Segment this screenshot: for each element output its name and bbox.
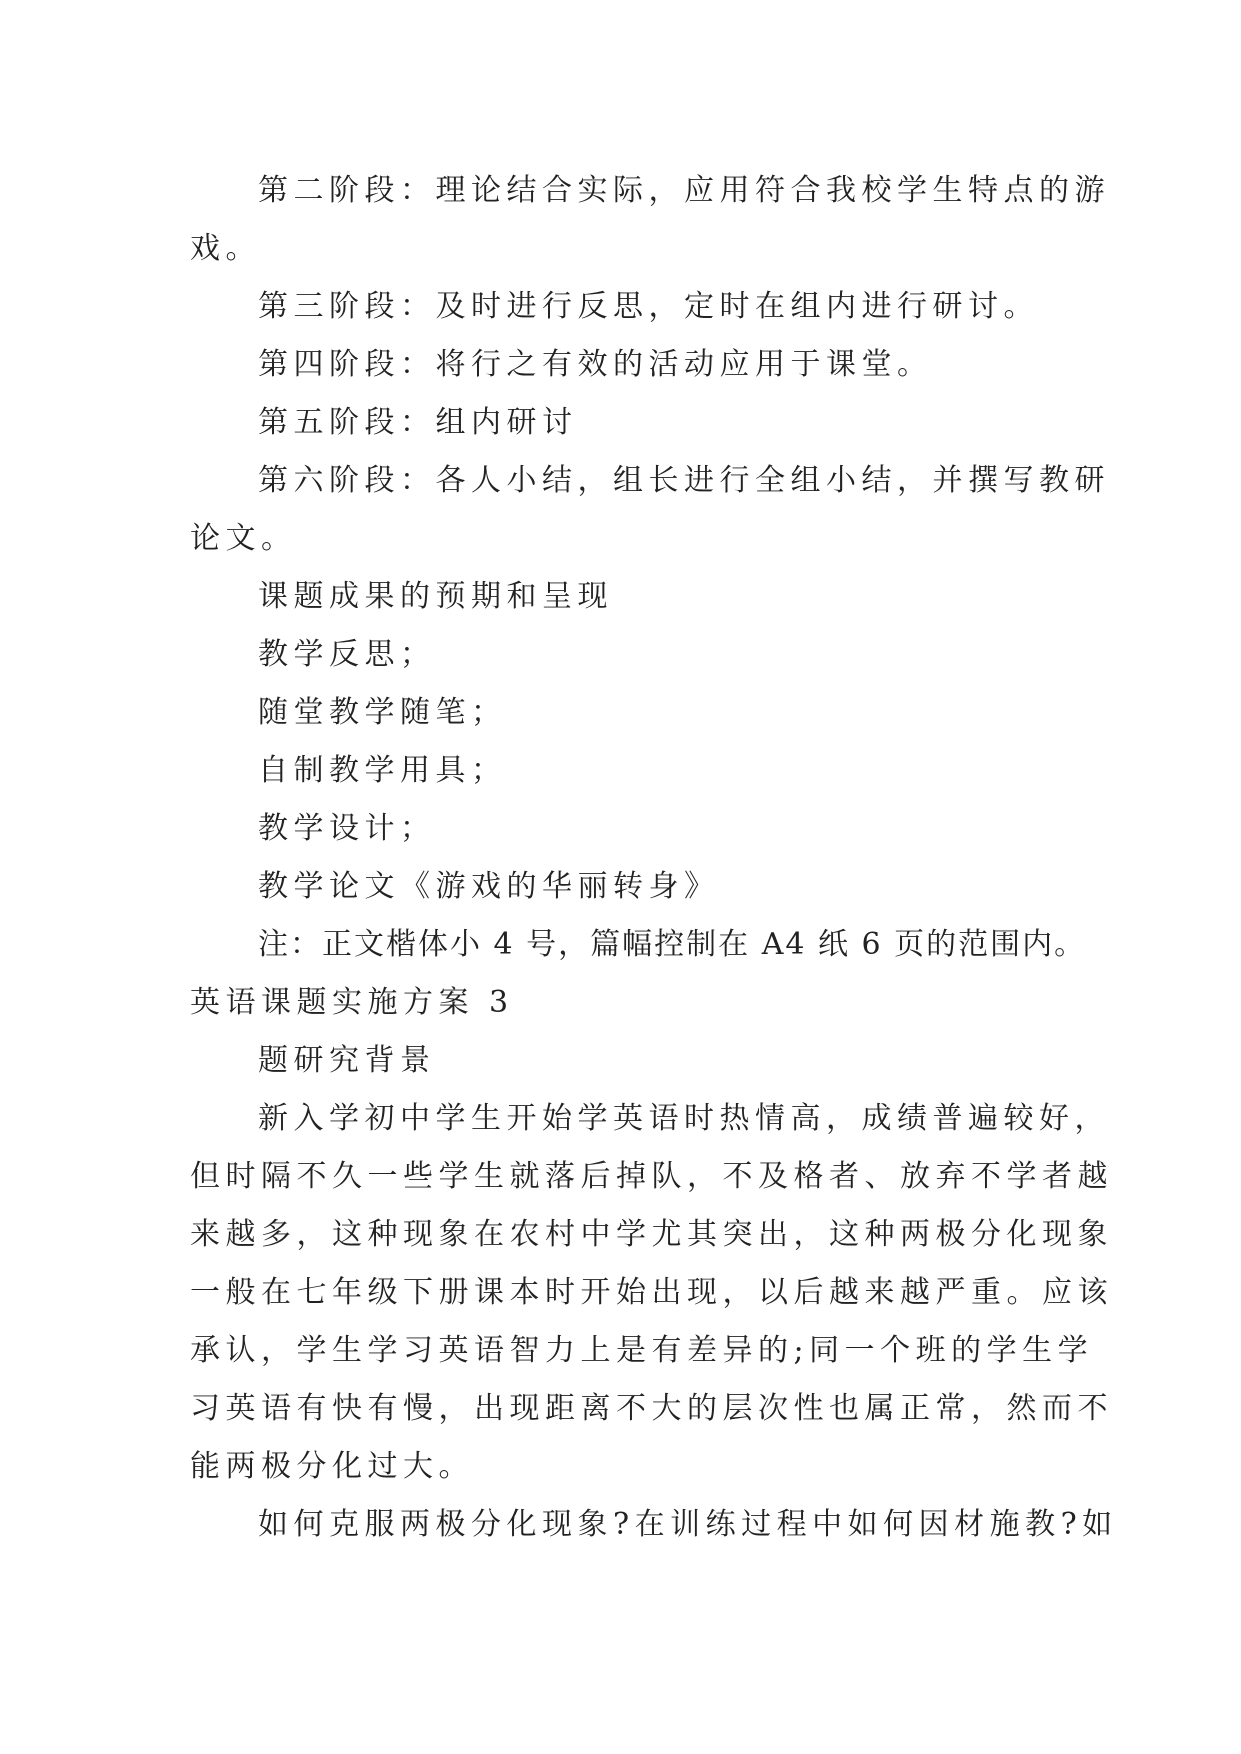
paragraph-line: 第三阶段：及时进行反思，定时在组内进行研讨。 [258,289,1039,324]
paragraph-line: 戏。 [190,231,261,266]
section-heading: 课题成果的预期和呈现 [258,579,613,614]
paragraph-line: 第六阶段：各人小结，组长进行全组小结，并撰写教研 [258,463,1110,498]
paragraph-line: 一般在七年级下册课本时开始出现，以后越来越严重。应该 [190,1275,1113,1310]
paragraph-line: 第二阶段：理论结合实际，应用符合我校学生特点的游 [258,173,1110,208]
paragraph-line: 第四阶段：将行之有效的活动应用于课堂。 [258,347,933,382]
list-item: 教学设计； [258,811,436,846]
paragraph-line: 习英语有快有慢，出现距离不大的层次性也属正常，然而不 [190,1391,1113,1426]
list-item: 自制教学用具； [258,753,507,788]
list-item: 教学论文《游戏的华丽转身》 [258,869,720,904]
paragraph-line: 如何克服两极分化现象?在训练过程中如何因材施教?如 [258,1507,1118,1542]
section-heading: 题研究背景 [258,1043,436,1078]
paragraph-line: 能两极分化过大。 [190,1449,474,1484]
paragraph-line: 第五阶段：组内研讨 [258,405,578,440]
paragraph-line: 论文。 [190,521,297,556]
paragraph-line: 来越多，这种现象在农村中学尤其突出，这种两极分化现象 [190,1217,1113,1252]
list-item: 教学反思； [258,637,436,672]
paragraph-line: 新入学初中学生开始学英语时热情高，成绩普遍较好， [258,1101,1110,1136]
paragraph-line: 但时隔不久一些学生就落后掉队，不及格者、放弃不学者越 [190,1159,1113,1194]
note-line: 注：正文楷体小 4 号，篇幅控制在 A4 纸 6 页的范围内。 [258,927,1087,962]
paragraph-line: 承认，学生学习英语智力上是有差异的;同一个班的学生学 [190,1333,1094,1368]
section-title: 英语课题实施方案 3 [190,985,514,1020]
document-body [190,162,1118,1554]
list-item: 随堂教学随笔； [258,695,507,730]
